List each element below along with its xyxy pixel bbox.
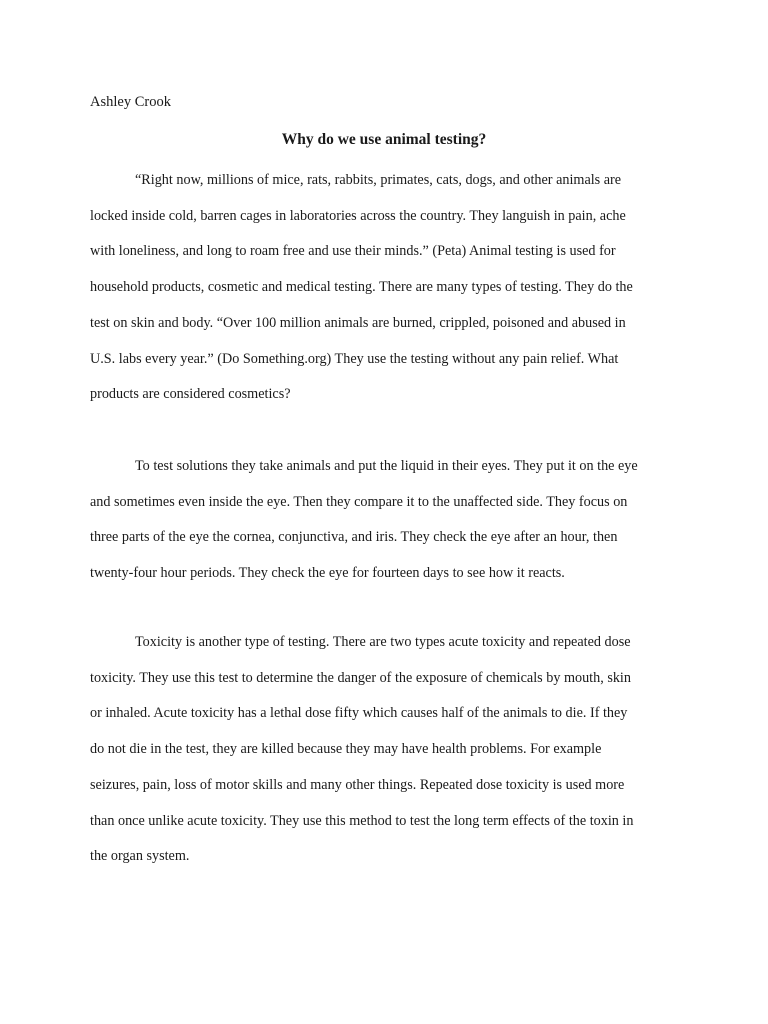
paragraph-line: toxicity. They use this test to determine the danger of the exposure of chemicals by mouth, skin (90, 669, 631, 686)
paragraph-line: than once unlike acute toxicity. They use this method to test the long term effects of the toxin in (90, 812, 634, 829)
paragraph-line: To test solutions they take animals and put the liquid in their eyes. They put it on the eye (135, 458, 638, 474)
paragraph-line: locked inside cold, barren cages in laboratories across the country. They languish in pain, ache (90, 207, 626, 224)
paragraph-line: U.S. labs every year.” (Do Something.org) They use the testing without any pain relief. What (90, 350, 619, 367)
paragraph-1 (90, 163, 680, 413)
paragraph-line: household products, cosmetic and medical testing. There are many types of testing. They do the (90, 279, 633, 296)
paragraph-2 (90, 449, 680, 592)
paragraph-line: Toxicity is another type of testing. There are two types acute toxicity and repeated dose (135, 634, 631, 650)
paragraph-line: the organ system. (90, 848, 190, 865)
essay-title: Why do we use animal testing? (281, 131, 487, 148)
paragraph-line: or inhaled. Acute toxicity has a lethal dose fifty which causes half of the animals to die. If they (90, 705, 628, 722)
paragraph-line: do not die in the test, they are killed because they may have health problems. For example (90, 741, 602, 758)
paragraph-line: products are considered cosmetics? (90, 386, 291, 403)
paragraph-line: seizures, pain, loss of motor skills and many other things. Repeated dose toxicity is used more (90, 776, 625, 793)
paragraph-line: three parts of the eye the cornea, conjunctiva, and iris. They check the eye after an hour, then (90, 529, 618, 546)
paragraph-line: test on skin and body. “Over 100 million animals are burned, crippled, poisoned and abused in (90, 314, 626, 331)
paragraph-line: and sometimes even inside the eye. Then they compare it to the unaffected side. They focus on (90, 493, 628, 510)
paragraph-3 (90, 625, 680, 875)
paragraph-line: “Right now, millions of mice, rats, rabbits, primates, cats, dogs, and other animals are (135, 172, 622, 188)
paragraph-line: with loneliness, and long to roam free and use their minds.” (Peta) Animal testing is used for (90, 243, 616, 260)
author-name: Ashley Crook (90, 94, 171, 110)
paragraph-line: twenty-four hour periods. They check the eye for fourteen days to see how it reacts. (90, 565, 565, 582)
